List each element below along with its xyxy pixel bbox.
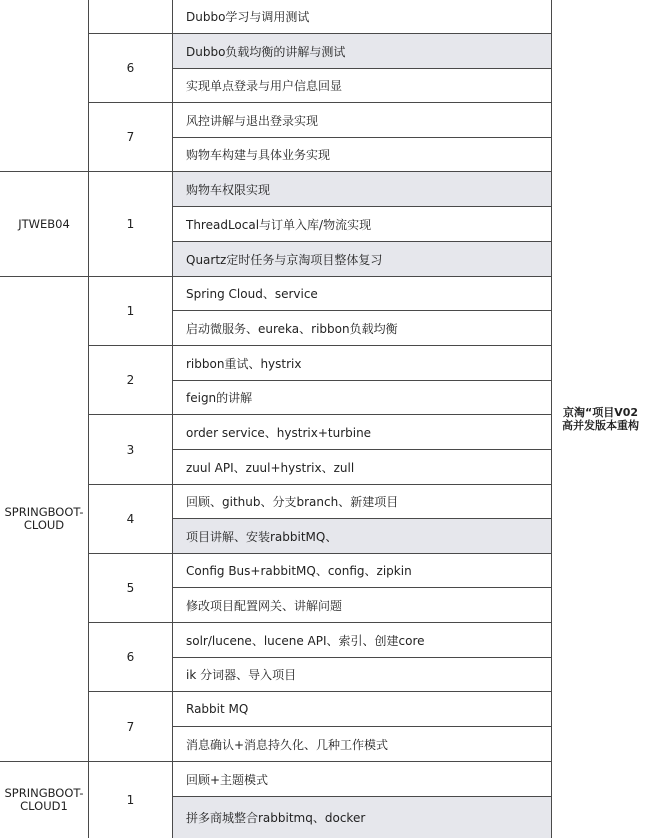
day-cell: 6	[89, 34, 172, 103]
topic-cell: ribbon重试、hystrix	[173, 346, 551, 381]
topic-cell: Spring Cloud、service	[173, 277, 551, 311]
topic-cell: Dubbo负载均衡的讲解与测试	[173, 34, 551, 69]
topic-cell: ik 分词器、导入项目	[173, 658, 551, 692]
day-cell	[89, 0, 172, 34]
topic-cell: Rabbit MQ	[173, 692, 551, 727]
day-cell: 4	[89, 485, 172, 554]
topic-cell: 回顾+主题模式	[173, 762, 551, 797]
topic-cell: Quartz定时任务与京淘项目整体复习	[173, 242, 551, 277]
day-cell: 1	[126, 793, 135, 807]
day-cell: 1	[89, 172, 172, 277]
module-cell	[0, 0, 88, 172]
topic-cell: 实现单点登录与用户信息回显	[173, 69, 551, 103]
topic-cell: 修改项目配置网关、讲解问题	[173, 588, 551, 623]
topic-cell: 消息确认+消息持久化、几种工作模式	[173, 727, 551, 762]
day-cell: 6	[89, 623, 172, 692]
day-cell: 3	[89, 415, 172, 485]
topic-cell: zuul API、zuul+hystrix、zull	[173, 450, 551, 485]
topic-cell: Config Bus+rabbitMQ、config、zipkin	[173, 554, 551, 588]
topic-cell: 启动微服务、eureka、ribbon负载均衡	[173, 311, 551, 346]
module-cell: JTWEB04	[0, 172, 88, 277]
topic-cell: 购物车权限实现	[173, 172, 551, 207]
topic-cell: 项目讲解、安装rabbitMQ、	[173, 519, 551, 554]
topic-cell: Dubbo学习与调用测试	[173, 0, 551, 34]
topic-cell: 风控讲解与退出登录实现	[173, 103, 551, 138]
column-divider	[88, 0, 89, 838]
topic-cell: 回顾、github、分支branch、新建项目	[173, 485, 551, 519]
column-divider	[551, 0, 552, 838]
day-cell: 1	[89, 277, 172, 346]
day-cell: 7	[89, 692, 172, 762]
topic-cell: feign的讲解	[173, 381, 551, 415]
project-cell: 京淘“项目V02 高并发版本重构	[562, 406, 639, 432]
topic-cell: order service、hystrix+turbine	[173, 415, 551, 450]
topic-cell: solr/lucene、lucene API、索引、创建core	[173, 623, 551, 658]
column-divider	[172, 0, 173, 838]
day-cell: 5	[89, 554, 172, 623]
day-cell: 7	[89, 103, 172, 172]
topic-cell: 购物车构建与具体业务实现	[173, 138, 551, 172]
day-cell: 2	[89, 346, 172, 415]
module-cell: SPRINGBOOT- CLOUD1	[4, 786, 84, 813]
topic-cell: 拼多商城整合rabbitmq、docker	[173, 797, 551, 838]
module-cell: SPRINGBOOT- CLOUD	[0, 277, 88, 762]
topic-cell: ThreadLocal与订单入库/物流实现	[173, 207, 551, 242]
